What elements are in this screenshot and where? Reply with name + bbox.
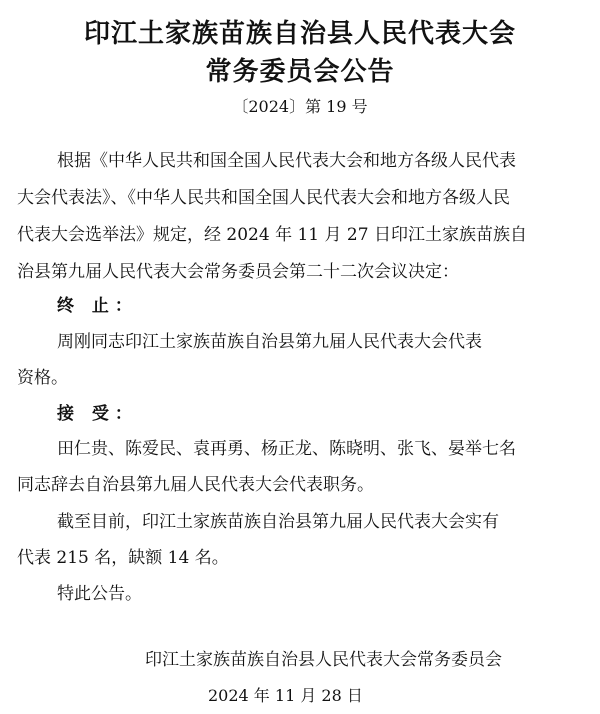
document-title-line-2: 常务委员会公告 xyxy=(205,57,395,87)
closing-statement: 特此公告。 xyxy=(57,584,142,604)
section-heading-accept: 接 受： xyxy=(57,404,138,424)
count-paragraph-line-1: 截至目前，印江土家族苗族自治县第九届人民代表大会实有 xyxy=(57,512,499,532)
document-title-line-1: 印江土家族苗族自治县人民代表大会 xyxy=(83,19,516,49)
paragraph-1-line-1: 根据《中华人民共和国全国人民代表大会和地方各级人民代表 xyxy=(57,151,516,171)
section-2-line-1: 田仁贵、陈爱民、袁再勇、杨正龙、陈晓明、张飞、晏举七名 xyxy=(57,439,516,459)
section-2-line-2: 同志辞去自治县第九届人民代表大会代表职务。 xyxy=(17,475,374,495)
section-1-line-2: 资格。 xyxy=(17,368,68,388)
section-heading-terminate: 终 止： xyxy=(57,296,138,316)
paragraph-1-line-4: 治县第九届人民代表大会常务委员会第二十二次会议决定： xyxy=(17,262,459,282)
count-paragraph-line-2: 代表 215 名，缺额 14 名。 xyxy=(17,548,229,568)
document-number: 〔2024〕第 19 号 xyxy=(232,97,368,116)
signature-date: 2024 年 11 月 28 日 xyxy=(208,686,363,705)
paragraph-1-line-3: 代表大会选举法》规定，经 2024 年 11 月 27 日印江土家族苗族自 xyxy=(17,225,527,245)
section-1-line-1: 周刚同志印江土家族苗族自治县第九届人民代表大会代表 xyxy=(57,332,482,352)
signature-organization: 印江土家族苗族自治县人民代表大会常务委员会 xyxy=(145,650,502,670)
paragraph-1-line-2: 大会代表法》、《中华人民共和国全国人民代表大会和地方各级人民 xyxy=(17,188,510,208)
